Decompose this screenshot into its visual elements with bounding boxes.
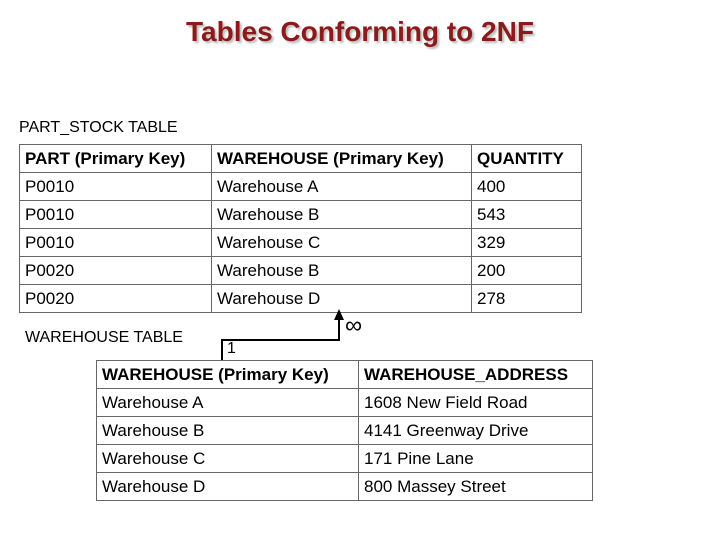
cell-warehouse: Warehouse C (97, 445, 359, 473)
cell-warehouse: Warehouse C (212, 229, 472, 257)
cell-warehouse: Warehouse D (212, 285, 472, 313)
cell-warehouse: Warehouse A (97, 389, 359, 417)
cell-quantity: 400 (472, 173, 582, 201)
cell-warehouse: Warehouse B (97, 417, 359, 445)
cell-address: 800 Massey Street (359, 473, 593, 501)
cell-warehouse: Warehouse B (212, 257, 472, 285)
table-row (97, 445, 593, 473)
relationship-one-label: 1 (227, 340, 236, 357)
table-header-row (97, 361, 593, 389)
cell-quantity: 200 (472, 257, 582, 285)
table-row (97, 389, 593, 417)
table-row (97, 473, 593, 501)
relationship-arrowhead (334, 309, 344, 320)
cell-address: 1608 New Field Road (359, 389, 593, 417)
cell-warehouse: Warehouse B (212, 201, 472, 229)
cell-address: 171 Pine Lane (359, 445, 593, 473)
cell-part: P0020 (20, 257, 212, 285)
cell-address: 4141 Greenway Drive (359, 417, 593, 445)
column-header-quantity: QUANTITY (472, 145, 582, 173)
table-row (97, 417, 593, 445)
cell-part: P0010 (20, 229, 212, 257)
column-header-address: WAREHOUSE_ADDRESS (359, 361, 593, 389)
relationship-many-label: ∞ (345, 312, 363, 339)
cell-part: P0010 (20, 201, 212, 229)
warehouse-table (96, 360, 593, 501)
cell-part: P0020 (20, 285, 212, 313)
part-stock-caption: PART_STOCK TABLE (19, 119, 178, 136)
cell-warehouse: Warehouse D (97, 473, 359, 501)
cell-quantity: 329 (472, 229, 582, 257)
cell-quantity: 278 (472, 285, 582, 313)
column-header-warehouse: WAREHOUSE (Primary Key) (212, 145, 472, 173)
cell-quantity: 543 (472, 201, 582, 229)
slide-title: Tables Conforming to 2NF (186, 16, 534, 47)
relationship-line (222, 318, 339, 360)
cell-part: P0010 (20, 173, 212, 201)
cell-warehouse: Warehouse A (212, 173, 472, 201)
column-header-warehouse: WAREHOUSE (Primary Key) (97, 361, 359, 389)
warehouse-caption: WAREHOUSE TABLE (25, 329, 183, 346)
column-header-part: PART (Primary Key) (20, 145, 212, 173)
